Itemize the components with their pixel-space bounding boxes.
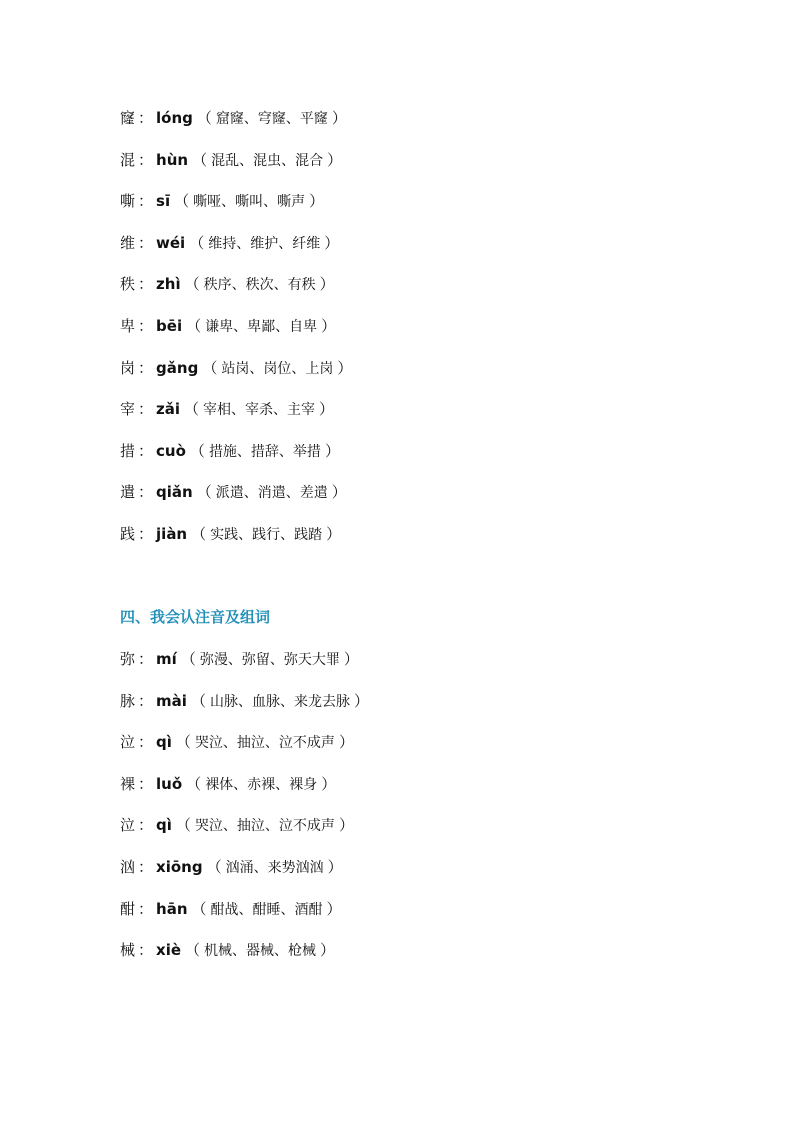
entry-character: 裸 <box>120 774 136 793</box>
entry-words: 派遣、消遣、差遣 <box>215 485 328 502</box>
close-paren: ） <box>326 899 342 918</box>
entry-colon: ： <box>138 691 154 710</box>
entry-pinyin: lóng <box>156 109 193 127</box>
vocab-entry <box>120 357 356 399</box>
entry-colon: ： <box>138 733 154 752</box>
open-paren: （ <box>186 774 202 793</box>
vocab-entry <box>120 690 373 732</box>
entry-character: 宰 <box>120 400 136 419</box>
entry-pinyin: jiàn <box>156 524 188 543</box>
entry-words: 汹涌、来势汹汹 <box>225 859 324 876</box>
open-paren: （ <box>174 192 190 211</box>
vocab-entry <box>120 232 356 274</box>
close-paren: ） <box>327 857 343 876</box>
close-paren: ） <box>353 691 369 710</box>
entry-colon: ： <box>138 358 154 377</box>
entry-pinyin: qiǎn <box>156 483 193 502</box>
entry-words: 宰相、宰杀、主宰 <box>203 402 316 419</box>
entry-words: 哭泣、抽泣、泣不成声 <box>194 818 335 835</box>
open-paren: （ <box>206 857 222 876</box>
entry-character: 泣 <box>120 816 136 835</box>
open-paren: （ <box>175 816 191 835</box>
entry-pinyin: zǎi <box>156 400 181 419</box>
entry-pinyin: cuò <box>156 441 186 460</box>
entry-pinyin: qì <box>156 816 172 835</box>
vocab-list-section-3 <box>120 107 356 565</box>
entry-character: 酣 <box>120 899 136 918</box>
close-paren: ） <box>324 441 340 460</box>
entry-pinyin: xiōng <box>156 857 203 876</box>
vocab-entry <box>120 190 356 232</box>
open-paren: （ <box>191 899 207 918</box>
close-paren: ） <box>319 400 335 419</box>
vocab-entry <box>120 481 356 523</box>
entry-colon: ： <box>138 233 154 252</box>
open-paren: （ <box>192 150 208 169</box>
entry-colon: ： <box>138 941 154 960</box>
entry-colon: ： <box>138 650 154 668</box>
vocab-entry <box>120 273 356 315</box>
entry-character: 窿 <box>120 109 136 127</box>
entry-colon: ： <box>138 441 154 460</box>
entry-pinyin: hùn <box>156 150 189 169</box>
entry-character: 卑 <box>120 316 136 335</box>
entry-colon: ： <box>138 524 154 543</box>
entry-character: 遣 <box>120 483 136 502</box>
entry-character: 秩 <box>120 275 136 294</box>
entry-pinyin: sī <box>156 192 171 211</box>
section-heading: 四、我会认注音及组词 <box>120 608 271 626</box>
vocab-entry <box>120 814 373 856</box>
entry-words: 机械、器械、枪械 <box>204 943 317 960</box>
vocab-entry <box>120 939 373 981</box>
close-paren: ） <box>320 941 336 960</box>
open-paren: （ <box>185 941 201 960</box>
open-paren: （ <box>186 316 202 335</box>
entry-pinyin: xiè <box>156 941 182 960</box>
entry-words: 酣战、酣睡、酒酣 <box>210 901 323 918</box>
vocab-entry <box>120 398 356 440</box>
vocab-entry <box>120 773 373 815</box>
entry-colon: ： <box>138 857 154 876</box>
entry-colon: ： <box>138 816 154 835</box>
entry-words: 措施、措辞、举措 <box>208 443 321 460</box>
vocab-entry <box>120 856 373 898</box>
open-paren: （ <box>184 275 200 294</box>
entry-colon: ： <box>138 192 154 211</box>
entry-pinyin: mí <box>156 650 177 668</box>
close-paren: ） <box>321 774 337 793</box>
close-paren: ） <box>327 150 343 169</box>
entry-words: 哭泣、抽泣、泣不成声 <box>194 735 335 752</box>
entry-character: 弥 <box>120 650 136 668</box>
entry-colon: ： <box>138 400 154 419</box>
entry-colon: ： <box>138 109 154 127</box>
vocab-entry <box>120 523 356 565</box>
entry-words: 站岗、岗位、上岗 <box>221 360 334 377</box>
vocab-entry <box>120 898 373 940</box>
close-paren: ） <box>338 733 354 752</box>
entry-character: 维 <box>120 233 136 252</box>
entry-character: 汹 <box>120 857 136 876</box>
vocab-entry <box>120 648 373 690</box>
entry-character: 践 <box>120 524 136 543</box>
entry-pinyin: zhì <box>156 275 181 294</box>
close-paren: ） <box>319 275 335 294</box>
close-paren: ） <box>338 816 354 835</box>
entry-pinyin: luǒ <box>156 774 183 793</box>
entry-words: 嘶哑、嘶叫、嘶声 <box>193 194 306 211</box>
entry-character: 嘶 <box>120 192 136 211</box>
open-paren: （ <box>191 524 207 543</box>
entry-pinyin: qì <box>156 733 172 752</box>
entry-pinyin: hān <box>156 899 188 918</box>
entry-pinyin: bēi <box>156 316 183 335</box>
entry-colon: ： <box>138 774 154 793</box>
vocab-list-section-4 <box>120 648 373 981</box>
entry-pinyin: gǎng <box>156 358 199 377</box>
vocab-entry <box>120 315 356 357</box>
close-paren: ） <box>331 109 347 127</box>
entry-words: 维持、维护、纤维 <box>208 235 321 252</box>
open-paren: （ <box>202 358 218 377</box>
open-paren: （ <box>189 441 205 460</box>
entry-words: 谦卑、卑鄙、自卑 <box>205 318 318 335</box>
entry-character: 泣 <box>120 733 136 752</box>
entry-character: 岗 <box>120 358 136 377</box>
entry-colon: ： <box>138 150 154 169</box>
entry-pinyin: mài <box>156 691 187 710</box>
open-paren: （ <box>180 650 196 668</box>
entry-words: 山脉、血脉、来龙去脉 <box>209 693 350 710</box>
entry-colon: ： <box>138 275 154 294</box>
close-paren: ） <box>321 316 337 335</box>
entry-pinyin: wéi <box>156 233 186 252</box>
close-paren: ） <box>337 358 353 377</box>
entry-words: 秩序、秩次、有秩 <box>203 277 316 294</box>
entry-words: 混乱、混虫、混合 <box>211 152 324 169</box>
close-paren: ） <box>343 650 359 668</box>
close-paren: ） <box>326 524 342 543</box>
open-paren: （ <box>184 400 200 419</box>
close-paren: ） <box>309 192 325 211</box>
close-paren: ） <box>331 483 347 502</box>
vocab-entry <box>120 731 373 773</box>
entry-character: 混 <box>120 150 136 169</box>
vocab-entry <box>120 149 356 191</box>
open-paren: （ <box>196 109 212 127</box>
entry-character: 械 <box>120 941 136 960</box>
entry-words: 裸体、赤裸、裸身 <box>205 776 318 793</box>
entry-words: 实践、践行、践踏 <box>210 526 323 543</box>
open-paren: （ <box>175 733 191 752</box>
entry-colon: ： <box>138 483 154 502</box>
entry-character: 脉 <box>120 691 136 710</box>
vocab-entry <box>120 107 356 149</box>
open-paren: （ <box>196 483 212 502</box>
close-paren: ） <box>324 233 340 252</box>
entry-words: 窟窿、穹窿、平窿 <box>215 111 328 127</box>
open-paren: （ <box>190 691 206 710</box>
entry-colon: ： <box>138 316 154 335</box>
vocab-entry <box>120 440 356 482</box>
entry-colon: ： <box>138 899 154 918</box>
entry-words: 弥漫、弥留、弥天大罪 <box>199 652 340 668</box>
open-paren: （ <box>189 233 205 252</box>
entry-character: 措 <box>120 441 136 460</box>
